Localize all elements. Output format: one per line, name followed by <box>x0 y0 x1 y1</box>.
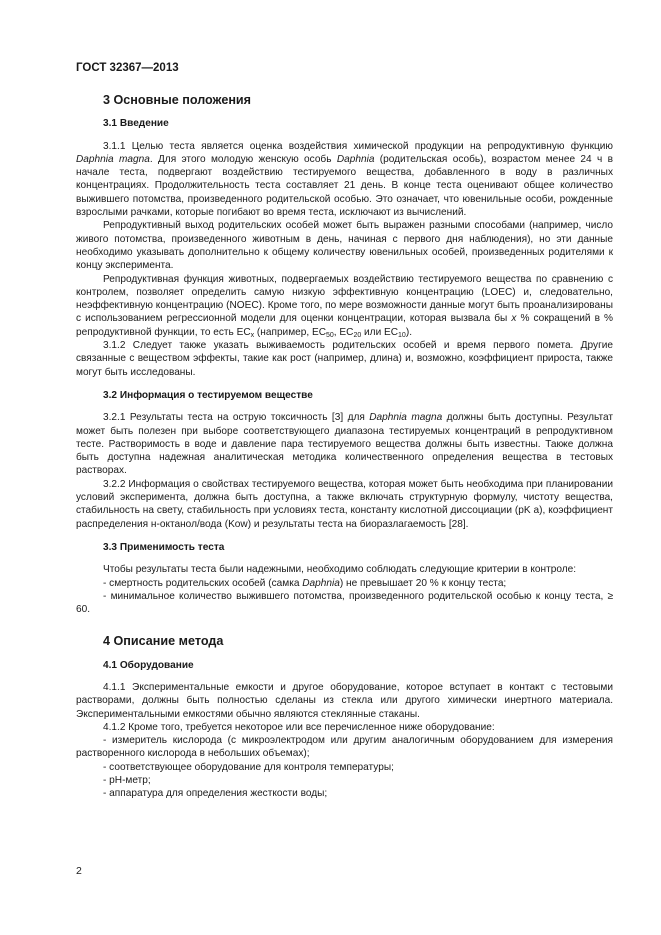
document-id: ГОСТ 32367—2013 <box>76 62 179 74</box>
subsection-3-2-title: 3.2 Информация о тестируемом веществе <box>103 389 313 401</box>
paragraph-3-2-2: 3.2.2 Информация о свойствах тестируемого вещества, которая может быть необходима при планировании условий эксперимента, должна быть доступна, а также включать структурную формулу, чистоту вещества, стабильность на свету, стабильность при условиях теста, константу кислотной диссоциации (pK a), коэффициент распределения н-октанол/вода (Kow) и результаты теста на биоразлагаемость [28]. <box>76 478 613 530</box>
paragraph-3-1-1: 3.1.1 Целью теста является оценка воздействия химической продукции на репродуктивную функцию Daphnia magna. Для этого молодую женскую особь Daphnia (родительская особь), возрастом менее 24 ч в начале теста, подвергают воздействию тестируемого вещества, добавленного в воду в различных концентрациях. Продолжительность теста составляет 21 день. В конце теста оценивают общее количество выжившего потомства, произведенного родительской особью. Это означает, что ювенильные особи, рожденные взрослыми рачками, которые погибают во время теста, исключают из вычислений. <box>76 140 613 219</box>
subsection-3-3-title: 3.3 Применимость теста <box>103 541 225 553</box>
paragraph-3-1-2: 3.1.2 Следует также указать выживаемость родительских особей и время первого помета. Другие связанные с веществом эффекты, такие как рост (например, длина) и, возможно, коэффициент прироста, также могут быть исследованы. <box>76 340 613 378</box>
paragraph-reproductive-function: Репродуктивная функция животных, подвергаемых воздействию тестируемого вещества по сравнению с контролем, позволяет определить самую низкую эффективную концентрацию (LOEC) и, следовательно, неэффективную концентрацию (NOEC). Кроме того, по мере возможности данные могут быть проанализированы с использованием регрессионной модели для оценки концентрации, которая вызвала бы х % сокращений в % репродуктивной функции, то есть $EC_x$ (например, $EC_{50}$, $EC_{20}$ или $EC_{10}$). <box>76 273 613 339</box>
subsection-4-1-title: 4.1 Оборудование <box>103 659 194 671</box>
page-number: 2 <box>76 865 82 877</box>
list-item-mortality: - смертность родительских особей (самка Daphnia) не превышает 20 % к концу теста; <box>103 577 507 589</box>
list-item-offspring: - минимальное количество выжившего потомства, произведенного родительской особью к концу теста, ≥ 60. <box>76 590 613 616</box>
subsection-3-1-title: 3.1 Введение <box>103 118 169 130</box>
paragraph-3-2-1: 3.2.1 Результаты теста на острую токсичность [3] для Daphnia magna должны быть доступны. Результат может быть полезен при выборе соответствующего диапазона тестируемых концентраций в репродуктивном тесте. Растворимость в воде и давление пара тестируемого вещества должны быть известны. Также должна быть доступна надежная аналитическая методика количественного определения вещества в тестовых растворах. <box>76 412 613 477</box>
page-content <box>76 88 613 801</box>
paragraph-4-1-2: 4.1.2 Кроме того, требуется некоторое или все перечисленное ниже оборудование: <box>103 721 495 733</box>
list-item-oxygen-meter: - измеритель кислорода (с микроэлектродом или другим аналогичным оборудованием для измерения растворенного кислорода в небольших объемах); <box>76 735 613 760</box>
section-4-title: 4 Описание метода <box>103 634 224 649</box>
paragraph-reproductive-output: Репродуктивный выход родительских особей может быть выражен разными способами (например, число живого потомства, произведенного животным в день, начиная с первого дня наблюдения), но эти данные необходимо указывать дополнительно к общему количеству ювенильных особей, произведенных родителями к концу эксперимента. <box>76 220 613 272</box>
list-item-hardness: - аппаратура для определения жесткости воды; <box>103 788 328 800</box>
section-3-title: 3 Основные положения <box>103 93 252 107</box>
paragraph-3-3-criteria: Чтобы результаты теста были надежными, необходимо соблюдать следующие критерии в контроле: <box>103 564 577 576</box>
list-item-ph-meter: - pH-метр; <box>103 775 151 787</box>
list-item-temperature: - соответствующее оборудование для контроля температуры; <box>103 761 394 773</box>
paragraph-4-1-1: 4.1.1 Экспериментальные емкости и другое оборудование, которое вступает в контакт с тестовыми растворами, должны быть полностью сделаны из стекла или другого химически инертного материала. Экспериментальными емкостями обычно являются стеклянные стаканы. <box>76 681 613 720</box>
